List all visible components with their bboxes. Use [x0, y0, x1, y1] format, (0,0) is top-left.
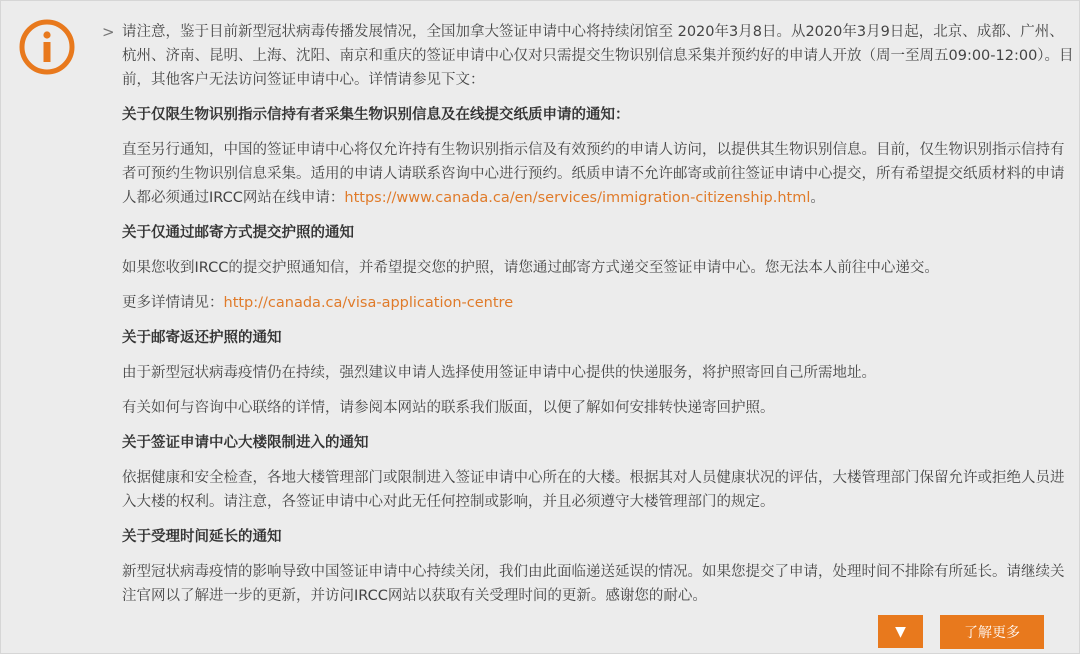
section-body-biometrics — [122, 138, 1074, 210]
section-body-processing-time: 新型冠状病毒疫情的影响导致中国签证申请中心持续关闭，我们由此面临递送延误的情况。如果您提交了申请，处理时间不排除有所延长。请继续关注官网以了解进一步的更新，并访问IRCC网站以获取有关受理时间的更新。感谢您的耐心。 — [122, 564, 1065, 604]
section-body-building-access: 依据健康和安全检查，各地大楼管理部门或限制进入签证申请中心所在的大楼。根据其对人员健康状况的评估，大楼管理部门保留允许或拒绝人员进入大楼的权利。请注意，各签证申请中心对此无任何控制或影响，并且必须遵守大楼管理部门的规定。 — [122, 470, 1065, 510]
section-body-passport-return-2: 有关如何与咨询中心联络的详情，请参阅本网站的联系我们版面，以便了解如何安排转快递寄回护照。 — [122, 400, 775, 416]
section-title-passport-return: 关于邮寄返还护照的通知 — [122, 330, 282, 346]
section-body-passport-return-1: 由于新型冠状病毒疫情仍在持续，强烈建议申请人选择使用签证申请中心提供的快递服务，将护照寄回自己所需地址。 — [122, 365, 876, 381]
chevron-right-icon[interactable]: > — [102, 23, 115, 41]
section-title-building-access: 关于签证申请中心大楼限制进入的通知 — [122, 435, 369, 451]
chevron-down-icon: ▼ — [895, 623, 906, 640]
notice-content — [122, 20, 1074, 619]
ircc-link[interactable]: https://www.canada.ca/en/services/immigration-citizenship.html — [344, 190, 811, 206]
section-title-passport-mail: 关于仅通过邮寄方式提交护照的通知 — [122, 225, 354, 241]
expand-button[interactable] — [878, 615, 923, 648]
section-body-biometrics-text: 直至另行通知，中国的签证申请中心将仅允许持有生物识别指示信及有效预约的申请人访问，以提供其生物识别信息。目前，仅生物识别指示信持有者可预约生物识别信息采集。适用的申请人请联系咨询中心进行预约。纸质申请不允许邮寄或前往签证申请中心提交，所有希望提交纸质材料的申请人都必须通过IRCC网站在线申请： — [122, 142, 1065, 206]
learn-more-button[interactable]: 了解更多 — [940, 615, 1044, 649]
notice-intro: 请注意，鉴于目前新型冠状病毒传播发展情况，全国加拿大签证申请中心将持续闭馆至 2020年3月8日。从2020年3月9日起，北京、成都、广州、杭州、济南、昆明、上海、沈阳、南京和重庆的签证申请中心仅对只需提交生物识别信息采集并预约好的申请人开放（周一至周五09:00-12:00）。目前，其他客户无法访问签证申请中心。详情请参见下文： — [122, 24, 1074, 88]
section-title-biometrics: 关于仅限生物识别指示信持有者采集生物识别信息及在线提交纸质申请的通知： — [122, 107, 630, 123]
section-body-biometrics-end: 。 — [810, 190, 825, 206]
section-body-passport-mail: 如果您收到IRCC的提交护照通知信，并希望提交您的护照，请您通过邮寄方式递交至签证申请中心。您无法本人前往中心递交。 — [122, 260, 939, 276]
info-circle-icon — [18, 18, 76, 76]
more-info-prefix: 更多详情请见： — [122, 295, 224, 311]
section-title-processing-time: 关于受理时间延长的通知 — [122, 529, 282, 545]
section-more-info — [122, 291, 1074, 315]
vac-link[interactable]: http://canada.ca/visa-application-centre — [223, 295, 514, 311]
